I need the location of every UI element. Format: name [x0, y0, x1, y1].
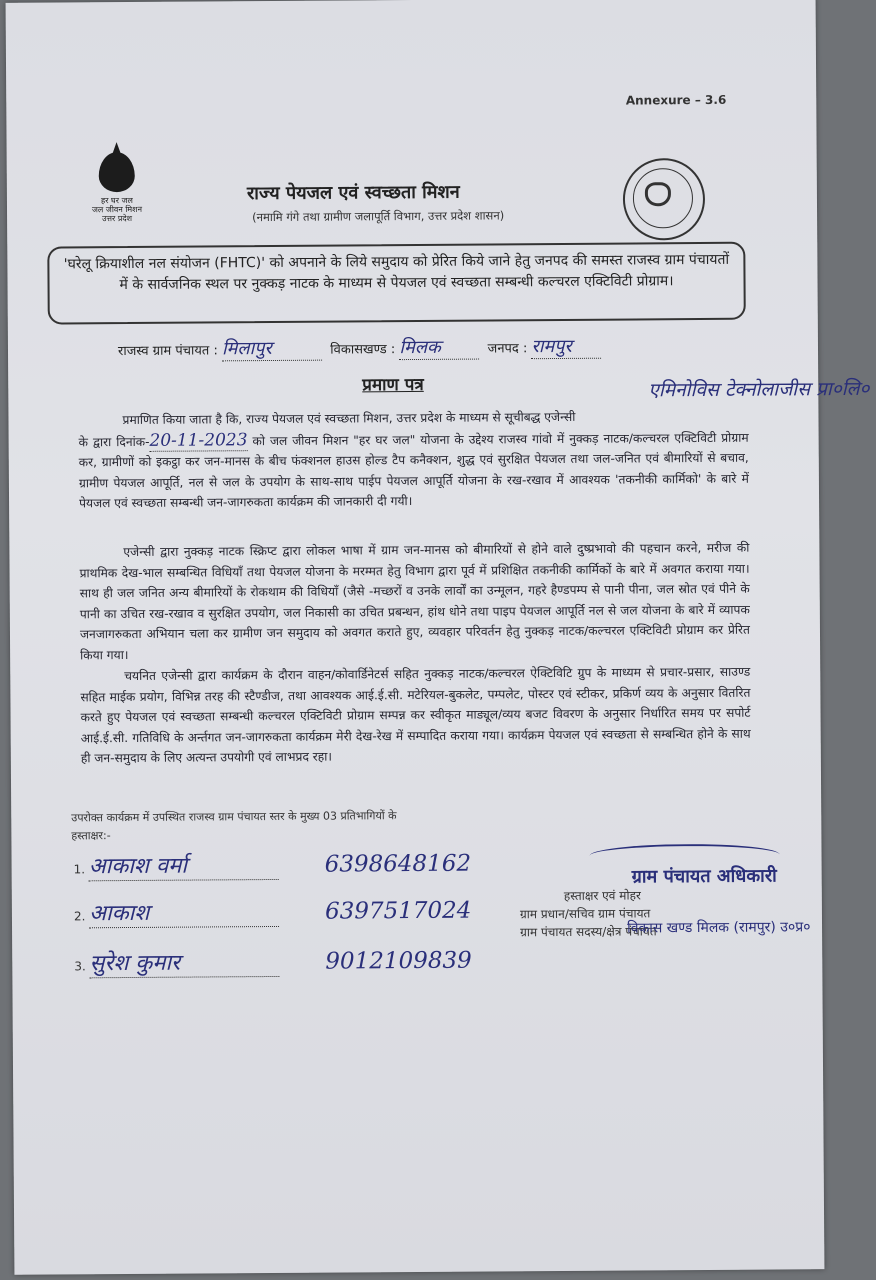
gram-panchayat-value: मिलापुर [222, 336, 322, 362]
participant-signature: आकाश [89, 896, 279, 928]
gram-panchayat-label: राजस्व ग्राम पंचायत : [117, 343, 218, 360]
participant-row-2 [74, 895, 472, 929]
official-stamp-line-2: विकास खण्ड मिलक (रामपुर) उ०प्र० [626, 919, 811, 937]
participant-phone: 9012109839 [325, 947, 472, 975]
paragraph-3: चयनित एजेन्सी द्वारा कार्यक्रम के दौरान वाहन/कोवार्डिनेटर्स सहित नुक्कड़ नाटक/कल्चरल ऐक्टिविटि ग्रुप के माध्यम से प्रचार-प्रसार, साउण्ड सहित माईक प्रयोग, विभिन्न तरह की स्टैण्डीज, तथा आवश्यक आई.ई.सी. मटेरियल-बुकलेट, पम्पलेट, पोस्टर एवं स्टीकर, प्रकिर्ण व्यय के अनुसार वितरित करते हुए पेयजल एवं स्वच्छता सम्बन्धी कल्चरल एक्टिविटी प्रोग्राम सम्पन्न कर स्वीकृत माड्यूल/व्यय बजट विवरण के अनुसार निर्धारित समय पर सपोर्ट आई.ई.सी. गतिविधि के अर्न्तगत जन-जागरुकता कार्यक्रम मेरी देख-रेख में सम्पादित कराया गया। कार्यक्रम पेयजल एवं स्वच्छता से सम्बन्धित होने के साथ ही जन-समुदाय के लिए अत्यन्त उपयोगी एवं लाभप्रद रहा। [80, 664, 751, 766]
paragraph-1 [78, 406, 749, 514]
district-value: रामपुर [531, 334, 601, 359]
participant-signature: आकाश वर्मा [89, 849, 279, 881]
up-government-emblem [623, 158, 706, 241]
program-date-handwritten: 20-11-2023 [149, 429, 248, 451]
official-role-2: ग्राम पंचायत सदस्य/क्षेत्र पंचायत [520, 924, 657, 940]
official-role-1: ग्राम प्रधान/सचिव ग्राम पंचायत [519, 906, 651, 922]
program-title-box: 'घरेलू क्रियाशील नल संयोजन (FHTC)' को अपनाने के लिये समुदाय को प्रेरित किये जाने हेतु जनपद की समस्त राजस्व ग्राम पंचायतों में के सार्वजनिक स्थल पर नुक्कड़ नाटक के माध्यम से पेयजल एवं स्वच्छता सम्बन्धी कल्चरल एक्टिविटी प्रोग्राम। [47, 242, 746, 325]
participant-signature: सुरेश कुमार [89, 946, 279, 978]
certificate-heading: प्रमाण पत्र [362, 374, 424, 396]
mission-subtitle: (नमामि गंगे तथा ग्रामीण जलापूर्ति विभाग, उत्तर प्रदेश शासन) [252, 208, 505, 225]
block-label: विकासखण्ड : [330, 342, 396, 358]
paragraph-1-text-a: प्रमाणित किया जाता है कि, राज्य पेयजल एवं स्वच्छता मिशन, उत्तर प्रदेश के माध्यम से सूचीबद्ध एजेन्सी [122, 409, 576, 428]
participants-intro-line-1: उपरोक्त कार्यक्रम में उपस्थित राजस्व ग्राम पंचायत स्तर के मुख्य 03 प्रतिभागियों के [71, 809, 397, 825]
official-stamp-title: ग्राम पंचायत अधिकारी [631, 865, 777, 888]
sign-and-seal-label: हस्ताक्षर एवं मोहर [563, 888, 641, 903]
mission-title: राज्य पेयजल एवं स्वच्छता मिशन [246, 181, 460, 205]
paragraph-1-text-b: के द्वारा दिनांक- [78, 434, 150, 449]
paragraph-2: एजेन्सी द्वारा नुक्कड़ नाटक स्क्रिप्ट द्वारा लोकल भाषा में ग्राम जन-मानस को बीमारियों से होने वाले दुष्प्रभावो की पहचान करने, मरीज की प्राथमिक देख-भाल सम्बन्धित विधियाँ तथा पेयजल योजना के मरम्मत हेतु विभाग द्वारा पूर्व में प्रशिक्षित तकनीकी कार्मिकों के बारे में अवगत कराया गया। साथ ही जल जनित अन्य बीमारियों के रोकथाम की विधियाँ (जैसे -मच्छरों व उनके लार्वों का उन्मूलन, गहरे हैण्डपम्प से पानी पीना, जल स्रोत एवं पीने के पानी का उचित रख-रखाव व सुरक्षित उपयोग, जल निकासी का उचित प्रबन्धन, हांथ धोने तथा पाइप पेयजल आपूर्ति नल से जल योजना के बारे में व्यापक जनजागरुकता अभियान चला कर ग्रामीण जन समुदाय को अवगत कराते हुए, व्यवहार परिवर्तन हेतु नुक्कड़ नाटक/कल्चरल एक्टिविटी प्रोग्राम कर प्रेरित किया गया। [79, 540, 751, 662]
certificate-page [6, 0, 870, 1275]
participant-row-3 [74, 945, 472, 979]
district-label: जनपद : [487, 341, 528, 357]
participants-intro-line-2: हस्ताक्षर:- [71, 829, 111, 843]
paragraph-1-text-c: को जल जीवन मिशन "हर घर जल" योजना के उद्देश्य राजस्व गांवो में नुक्कड़ नाटक/कल्चरल एक्टिविटी प्रोग्राम कर, ग्रामीणों को इकट्ठा कर जन-मानस के बीच फंक्शनल हाउस होल्ड टैप कनैक्शन, शुद्ध एवं सुरक्षित पेयजल तथा जल-जनित एवं बीमारियों से बचाव, ग्रामीण पेयजल आपूर्ति, नल से जल के उपयोग के साथ-साथ पाईप पेयजल आपूर्ति योजना के रख-रखाव में आवश्यक 'तकनीकी कार्मिको' के बारे में पेयजल एवं स्वच्छता सम्बन्धी जन-जागरुकता कार्यक्रम की जानकारी दी गयी। [78, 430, 749, 511]
block-value: मिलक [399, 335, 479, 361]
water-drop-icon [99, 152, 135, 192]
participant-number: 1. [73, 862, 86, 877]
participant-number: 3. [74, 959, 86, 974]
annexure-label: Annexure – 3.6 [625, 92, 727, 108]
agency-name-handwritten: एमिनोविस टेक्नोलाजीस प्रा०लि० [648, 377, 870, 402]
participant-phone: 6398648162 [324, 850, 472, 878]
har-ghar-jal-logo [82, 152, 152, 223]
logo-line-2: जल जीवन मिशन [91, 204, 143, 215]
logo-line-3: उत्तर प्रदेश [102, 213, 133, 224]
participant-row-1 [73, 848, 471, 882]
participant-number: 2. [73, 909, 86, 924]
participant-phone: 6397517024 [324, 897, 472, 925]
logo-line-1: हर घर जल [100, 195, 133, 206]
location-fields [118, 334, 602, 362]
